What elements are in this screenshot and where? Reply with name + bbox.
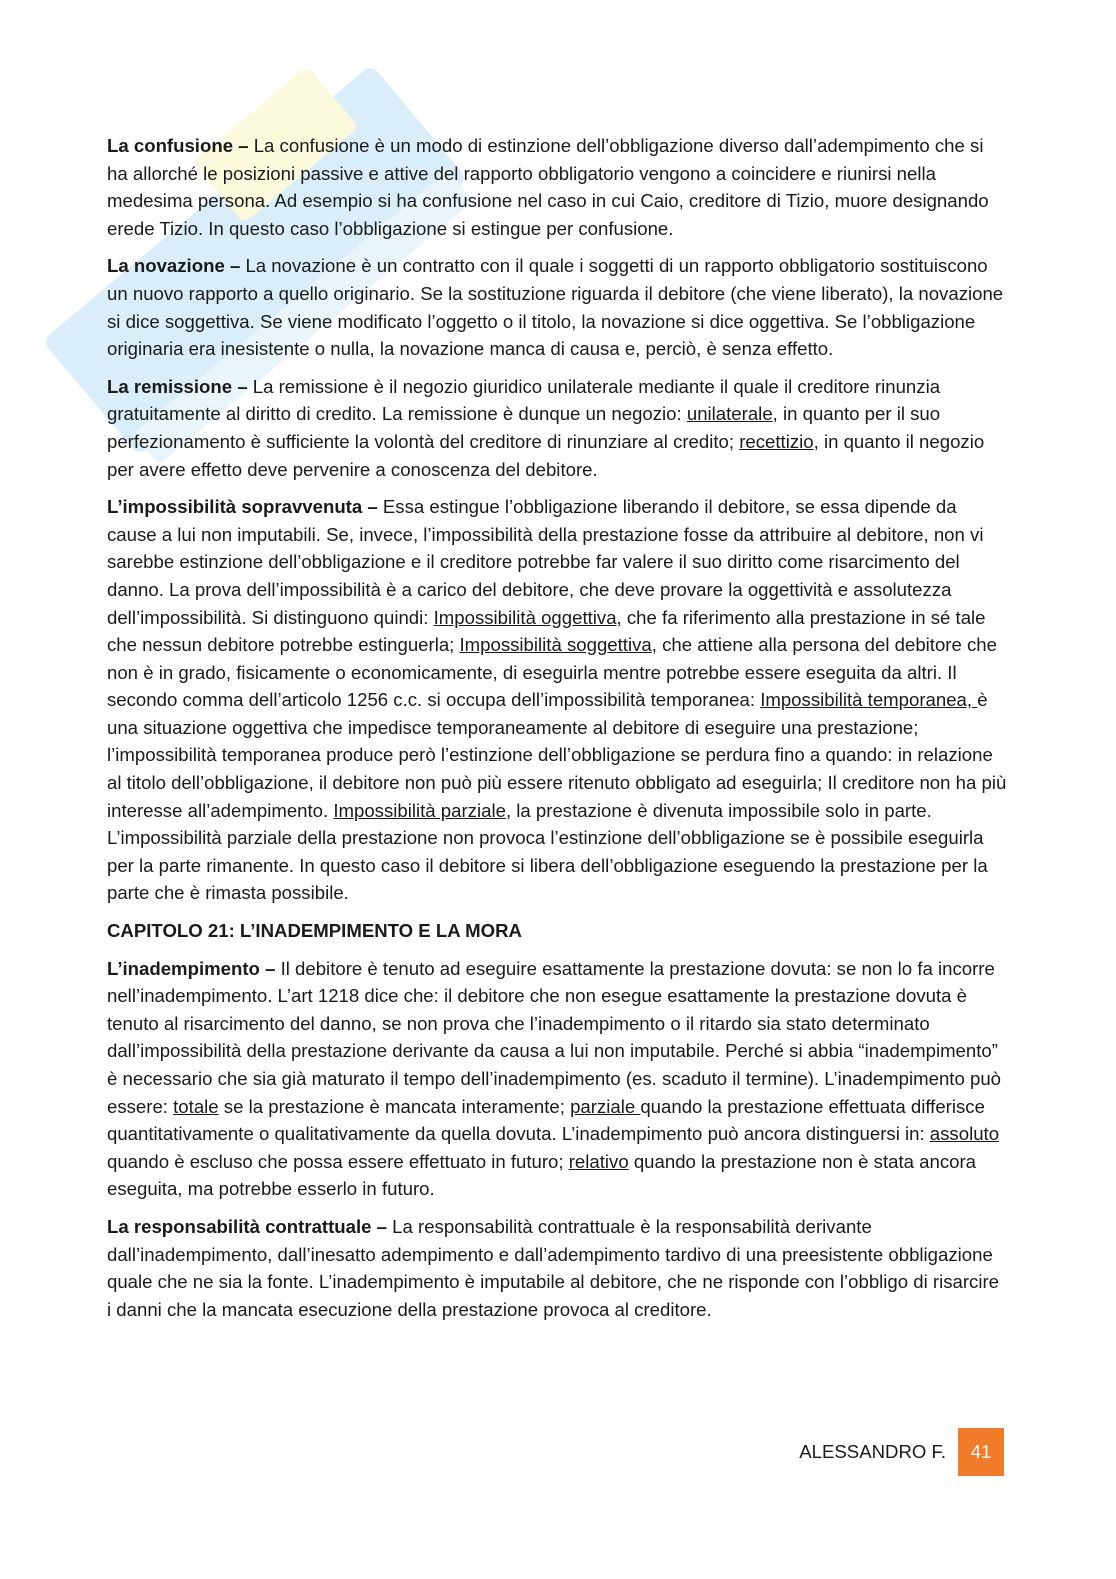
underlined-relativo: relativo bbox=[568, 1150, 629, 1172]
underlined-recettizio: recettizio bbox=[739, 430, 814, 452]
term-confusione: La confusione – bbox=[107, 135, 249, 156]
paragraph-inadempimento bbox=[107, 955, 1007, 1203]
underlined-assoluto: assoluto bbox=[929, 1123, 1000, 1145]
text-remissione-1: La remissione è il negozio giuridico unilaterale mediante il quale il creditore rinunzia gratuitamente al diritto di credito. La remissione è dunque un negozio: bbox=[107, 375, 941, 425]
text-inadempimento-5: quando la prestazione non è stata ancora eseguita, ma potrebbe esserlo in futuro. bbox=[107, 1150, 977, 1200]
text-inadempimento-2: se la prestazione è mancata interamente; bbox=[218, 1095, 571, 1117]
term-remissione: La remissione – bbox=[107, 375, 248, 397]
paragraph-confusione bbox=[107, 132, 1007, 242]
text-inadempimento-3: quando la prestazione effettuata differisce quantitativamente o qualitativamente da quella dovuta. L’inadempimento può ancora distinguersi in: bbox=[107, 1095, 985, 1145]
term-responsabilita: La responsabilità contrattuale – bbox=[107, 1215, 388, 1237]
underlined-impossibilita-temporanea: Impossibilità temporanea, bbox=[760, 689, 978, 711]
text-remissione-3: , in quanto il negozio per avere effetto deve pervenire a conoscenza del debitore. bbox=[107, 430, 985, 480]
text-impossibilita-3: , che attiene alla persona del debitore che non è in grado, fisicamente o economicamente, di eseguirla mentre potrebbe essere eseguita da altri. Il secondo comma dell’articolo 1256 c.c. si occupa dell’impossibilità temporanea: bbox=[107, 634, 997, 711]
chapter-heading: CAPITOLO 21: L’INADEMPIMENTO E LA MORA bbox=[107, 920, 522, 942]
text-impossibilita-4: è una situazione oggettiva che impedisce temporaneamente al debitore di eseguire una prestazione; l’impossibilità temporanea produce però l’estinzione dell’obbligazione se perdura fino a quando: in relazione al titolo dell’obbligazione, il debitore non può più essere ritenuto obbligato ad eseguirla; Il creditore non ha più interesse all’adempimento. bbox=[107, 689, 1007, 821]
text-responsabilita: La responsabilità contrattuale è la responsabilità derivante dall’inadempimento, dall’inesatto adempimento e dall’adempimento tardivo di una preesistente obbligazione quale che ne sia la fonte. L’inadempimento è imputabile al debitore, che ne risponde con l’obbligo di risarcire i danni che la mancata esecuzione della prestazione provoca al creditore. bbox=[107, 1215, 1000, 1320]
text-novazione: La novazione è un contratto con il quale i soggetti di un rapporto obbligatorio sostituiscono un nuovo rapporto a quello originario. Se la sostituzione riguarda il debitore (che viene liberato), la novazione si dice soggettiva. Se viene modificato l’oggetto o il titolo, la novazione si dice oggettiva. Se l’obbligazione originaria era inesistente o nulla, la novazione manca di causa e, perciò, è senza effetto. bbox=[107, 255, 1004, 360]
text-inadempimento-1: Il debitore è tenuto ad eseguire esattamente la prestazione dovuta: se non lo fa incorre nell’inadempimento. L’art 1218 dice che: il debitore che non esegue esattamente la prestazione dovuta è tenuto al risarcimento del danno, se non prova che l’inadempimento o il ritardo sia stato determinato dall’impossibilità della prestazione derivante da causa a lui non imputabile. Perché si abbia “inadempimento” è necessario che sia già maturato il tempo dell’inadempimento (es. scaduto il termine). L’inadempimento può essere: bbox=[107, 957, 1002, 1117]
paragraph-remissione bbox=[107, 373, 1007, 483]
underlined-impossibilita-soggettiva: Impossibilità soggettiva bbox=[459, 634, 652, 656]
paragraph-novazione bbox=[107, 252, 1007, 362]
text-inadempimento-4: quando è escluso che possa essere effettuato in futuro; bbox=[107, 1150, 569, 1172]
text-remissione-2: , in quanto per il suo perfezionamento è sufficiente la volontà del creditore di rinunziare al credito; bbox=[107, 403, 941, 452]
paragraph-responsabilita bbox=[107, 1213, 1007, 1323]
text-impossibilita-1: Essa estingue l’obbligazione liberando il debitore, se essa dipende da cause a lui non imputabili. Se, invece, l’impossibilità della prestazione fosse da attribuire al debitore, non vi sarebbe estinzione dell’obbligazione e il creditore potrebbe far valere il suo diritto come risarcimento del danno. La prova dell’impossibilità è a carico del debitore, che deve provare la oggettività e assolutezza dell’impossibilità. Si distinguono quindi: bbox=[107, 496, 984, 628]
page-number-badge: 41 bbox=[958, 1428, 1004, 1476]
page-footer bbox=[799, 1428, 1004, 1476]
paragraph-impossibilita bbox=[107, 493, 1007, 907]
term-impossibilita: L’impossibilità sopravvenuta – bbox=[107, 496, 378, 518]
term-inadempimento: L’inadempimento – bbox=[107, 957, 276, 979]
underlined-impossibilita-parziale: Impossibilità parziale bbox=[333, 799, 506, 821]
text-impossibilita-5: , la prestazione è divenuta impossibile solo in parte. L’impossibilità parziale della prestazione non provoca l’estinzione dell’obbligazione se è possibile eseguirla per la parte rimanente. In questo caso il debitore si libera dell’obbligazione eseguendo la prestazione per la parte che è rimasta possibile. bbox=[107, 799, 988, 904]
underlined-parziale: parziale bbox=[570, 1095, 641, 1117]
underlined-unilaterale: unilaterale bbox=[686, 403, 773, 425]
term-novazione: La novazione – bbox=[107, 255, 241, 277]
underlined-totale: totale bbox=[173, 1095, 219, 1117]
text-impossibilita-2: , che fa riferimento alla prestazione in sé tale che nessun debitore potrebbe estinguerla; bbox=[107, 606, 986, 656]
document-body bbox=[107, 132, 1007, 1333]
footer-author: ALESSANDRO F. bbox=[799, 1441, 946, 1462]
underlined-impossibilita-oggettiva: Impossibilità oggettiva bbox=[433, 606, 617, 628]
text-confusione: La confusione è un modo di estinzione dell’obbligazione diverso dall’adempimento che si ha allorché le posizioni passive e attive del rapporto obbligatorio vengono a coincidere e riunirsi nella medesima persona. Ad esempio si ha confusione nel caso in cui Caio, creditore di Tizio, muore designando erede Tizio. In questo caso l’obbligazione si estingue per confusione. bbox=[107, 135, 989, 239]
